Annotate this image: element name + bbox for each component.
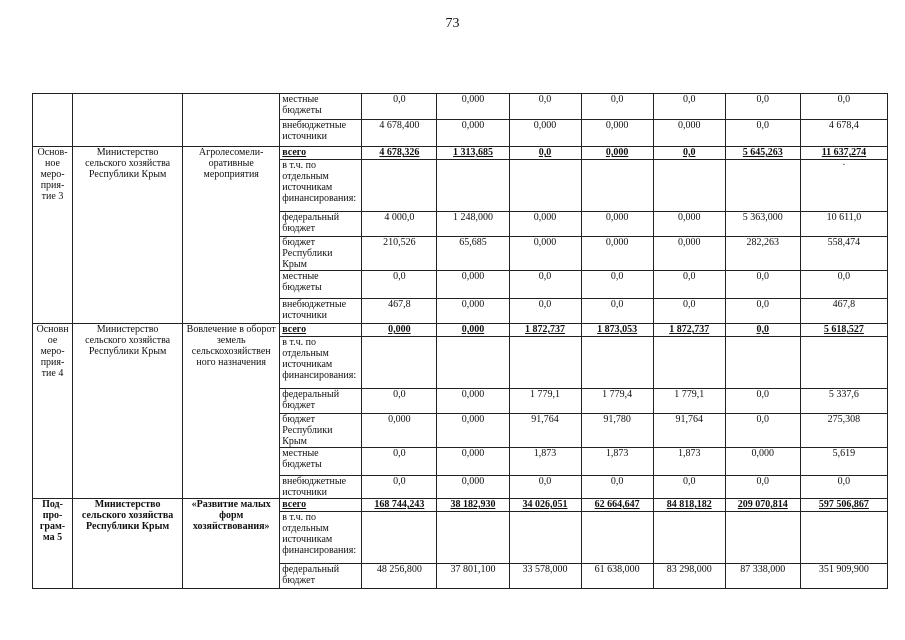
year-value-cell: 5 363,000 (725, 212, 800, 237)
measure-name-cell: «Развитие малых форм хозяйствования» (183, 499, 280, 589)
year-value-cell: 0,0 (581, 271, 653, 299)
year-value-cell: 4 678,400 (362, 120, 437, 147)
year-value-cell (581, 512, 653, 564)
year-value-cell: 0,000 (509, 237, 581, 271)
table-row (33, 94, 888, 120)
year-value-cell: 0,0 (362, 476, 437, 499)
year-value-cell: 1 779,1 (509, 389, 581, 414)
year-value-cell: 33 578,000 (509, 564, 581, 589)
measure-code-cell (33, 94, 73, 147)
year-value-cell: 87 338,000 (725, 564, 800, 589)
year-value-cell: 0,0 (725, 389, 800, 414)
year-value-cell: 0,0 (509, 94, 581, 120)
year-value-cell: 0,000 (653, 237, 725, 271)
year-value-cell: 0,0 (725, 120, 800, 147)
year-value-cell: 0,0 (581, 94, 653, 120)
funding-source-cell: федеральный бюджет (280, 212, 362, 237)
funding-source-cell: федеральный бюджет (280, 564, 362, 589)
year-value-cell: 0,0 (509, 299, 581, 324)
year-value-cell: 0,000 (581, 212, 653, 237)
year-value-cell (653, 160, 725, 212)
year-value-cell: 0,000 (509, 212, 581, 237)
year-value-cell: 34 026,051 (509, 499, 581, 512)
funding-source-cell: всего (280, 147, 362, 160)
total-value-cell: 0,0 (800, 476, 887, 499)
year-value-cell: 0,0 (509, 147, 581, 160)
year-value-cell: 1 313,685 (437, 147, 509, 160)
year-value-cell: 4 678,326 (362, 147, 437, 160)
year-value-cell: 37 801,100 (437, 564, 509, 589)
year-value-cell: 209 070,814 (725, 499, 800, 512)
year-value-cell (581, 337, 653, 389)
year-value-cell (509, 512, 581, 564)
funding-source-cell: бюджет Республики Крым (280, 237, 362, 271)
year-value-cell: 0,0 (581, 299, 653, 324)
year-value-cell: 0,0 (725, 94, 800, 120)
measure-name-cell: Вовлечение в оборот земель сельскохозяйствен ного назначения (183, 324, 280, 499)
year-value-cell (437, 512, 509, 564)
measure-name-cell (183, 94, 280, 147)
funding-source-cell: внебюджетные источники (280, 120, 362, 147)
year-value-cell: 0,0 (725, 324, 800, 337)
year-value-cell: 0,000 (437, 94, 509, 120)
total-value-cell (800, 337, 887, 389)
year-value-cell: 91,764 (653, 414, 725, 448)
year-value-cell: 0,0 (725, 299, 800, 324)
year-value-cell: 1 872,737 (653, 324, 725, 337)
year-value-cell (362, 512, 437, 564)
measure-name-cell: Агролесомели-оративные мероприятия (183, 147, 280, 324)
year-value-cell: 1 779,1 (653, 389, 725, 414)
year-value-cell: 1,873 (653, 448, 725, 476)
year-value-cell (509, 337, 581, 389)
year-value-cell (725, 512, 800, 564)
year-value-cell: 1,873 (581, 448, 653, 476)
total-value-cell: 275,308 (800, 414, 887, 448)
year-value-cell: 0,0 (725, 476, 800, 499)
year-value-cell: 0,000 (362, 324, 437, 337)
year-value-cell: 0,0 (509, 271, 581, 299)
year-value-cell: 467,8 (362, 299, 437, 324)
year-value-cell: 0,0 (725, 414, 800, 448)
year-value-cell: 1,873 (509, 448, 581, 476)
year-value-cell (362, 337, 437, 389)
year-value-cell: 61 638,000 (581, 564, 653, 589)
year-value-cell (437, 160, 509, 212)
measure-code-cell: Под-про-грам-ма 5 (33, 499, 73, 589)
year-value-cell: 0,000 (437, 448, 509, 476)
year-value-cell: 0,000 (437, 120, 509, 147)
year-value-cell: 0,0 (362, 94, 437, 120)
funding-source-cell: федеральный бюджет (280, 389, 362, 414)
year-value-cell: 0,000 (581, 237, 653, 271)
total-value-cell: 10 611,0 (800, 212, 887, 237)
year-value-cell: 91,764 (509, 414, 581, 448)
table-row (33, 499, 888, 512)
funding-source-cell: местные бюджеты (280, 271, 362, 299)
year-value-cell: 83 298,000 (653, 564, 725, 589)
year-value-cell: 1 872,737 (509, 324, 581, 337)
year-value-cell: 0,0 (653, 476, 725, 499)
year-value-cell: 0,0 (653, 147, 725, 160)
year-value-cell: 0,000 (437, 476, 509, 499)
funding-source-cell: внебюджетные источники (280, 476, 362, 499)
year-value-cell: 168 744,243 (362, 499, 437, 512)
total-value-cell: 5 618,527 (800, 324, 887, 337)
year-value-cell: 0,000 (581, 147, 653, 160)
year-value-cell (509, 160, 581, 212)
funding-source-cell: всего (280, 324, 362, 337)
year-value-cell: 0,000 (509, 120, 581, 147)
funding-source-cell: в т.ч. по отдельным источникам финансирования: (280, 337, 362, 389)
year-value-cell: 84 818,182 (653, 499, 725, 512)
year-value-cell (725, 337, 800, 389)
year-value-cell: 0,000 (581, 120, 653, 147)
year-value-cell: 0,0 (509, 476, 581, 499)
year-value-cell: 48 256,800 (362, 564, 437, 589)
total-value-cell: 0,0 (800, 271, 887, 299)
total-value-cell: 5,619 (800, 448, 887, 476)
year-value-cell (581, 160, 653, 212)
funding-source-cell: всего (280, 499, 362, 512)
year-value-cell: 210,526 (362, 237, 437, 271)
measure-code-cell: Основн ое меро-прия-тие 4 (33, 324, 73, 499)
year-value-cell: 282,263 (725, 237, 800, 271)
measure-code-cell: Основ-ное меро-прия-тие 3 (33, 147, 73, 324)
executor-cell: Министерство сельского хозяйства Республики Крым (73, 324, 183, 499)
funding-source-cell: внебюджетные источники (280, 299, 362, 324)
total-value-cell (800, 512, 887, 564)
year-value-cell: 5 645,263 (725, 147, 800, 160)
table-row (33, 147, 888, 160)
year-value-cell: 0,0 (653, 94, 725, 120)
year-value-cell (362, 160, 437, 212)
year-value-cell: 0,000 (437, 389, 509, 414)
year-value-cell: 0,000 (653, 120, 725, 147)
funding-source-cell: в т.ч. по отдельным источникам финансирования: (280, 160, 362, 212)
year-value-cell: 0,000 (437, 414, 509, 448)
year-value-cell: 0,0 (362, 271, 437, 299)
year-value-cell: 0,000 (437, 299, 509, 324)
year-value-cell: 65,685 (437, 237, 509, 271)
table-row (33, 324, 888, 337)
year-value-cell: 0,0 (581, 476, 653, 499)
total-value-cell: 597 506,867 (800, 499, 887, 512)
year-value-cell: 0,000 (653, 212, 725, 237)
funding-source-cell: местные бюджеты (280, 94, 362, 120)
total-value-cell: 0,0 (800, 94, 887, 120)
year-value-cell (653, 512, 725, 564)
executor-cell (73, 94, 183, 147)
year-value-cell: 4 000,0 (362, 212, 437, 237)
year-value-cell: 0,000 (362, 414, 437, 448)
year-value-cell: 0,0 (725, 271, 800, 299)
year-value-cell: 0,0 (653, 271, 725, 299)
year-value-cell: 0,000 (725, 448, 800, 476)
year-value-cell: 0,0 (362, 448, 437, 476)
total-value-cell: 5 337,6 (800, 389, 887, 414)
funding-source-cell: бюджет Республики Крым (280, 414, 362, 448)
total-value-cell: 467,8 (800, 299, 887, 324)
executor-cell: Министерство сельского хозяйства Республики Крым (73, 147, 183, 324)
year-value-cell: 0,0 (362, 389, 437, 414)
year-value-cell: 0,000 (437, 324, 509, 337)
total-value-cell: 4 678,4 (800, 120, 887, 147)
page-number: 73 (445, 16, 460, 31)
year-value-cell: 0,000 (437, 271, 509, 299)
funding-source-cell: местные бюджеты (280, 448, 362, 476)
year-value-cell (437, 337, 509, 389)
year-value-cell (725, 160, 800, 212)
total-value-cell: 351 909,900 (800, 564, 887, 589)
year-value-cell: 91,780 (581, 414, 653, 448)
executor-cell: Министерство сельского хозяйства Республики Крым (73, 499, 183, 589)
year-value-cell: 38 182,930 (437, 499, 509, 512)
total-value-cell: 558,474 (800, 237, 887, 271)
year-value-cell: 62 664,647 (581, 499, 653, 512)
year-value-cell (653, 337, 725, 389)
total-value-cell: · (800, 160, 887, 212)
year-value-cell: 1 248,000 (437, 212, 509, 237)
year-value-cell: 1 779,4 (581, 389, 653, 414)
year-value-cell: 1 873,053 (581, 324, 653, 337)
total-value-cell: 11 637,274 (800, 147, 887, 160)
year-value-cell: 0,0 (653, 299, 725, 324)
funding-source-cell: в т.ч. по отдельным источникам финансирования: (280, 512, 362, 564)
budget-table (32, 93, 888, 589)
